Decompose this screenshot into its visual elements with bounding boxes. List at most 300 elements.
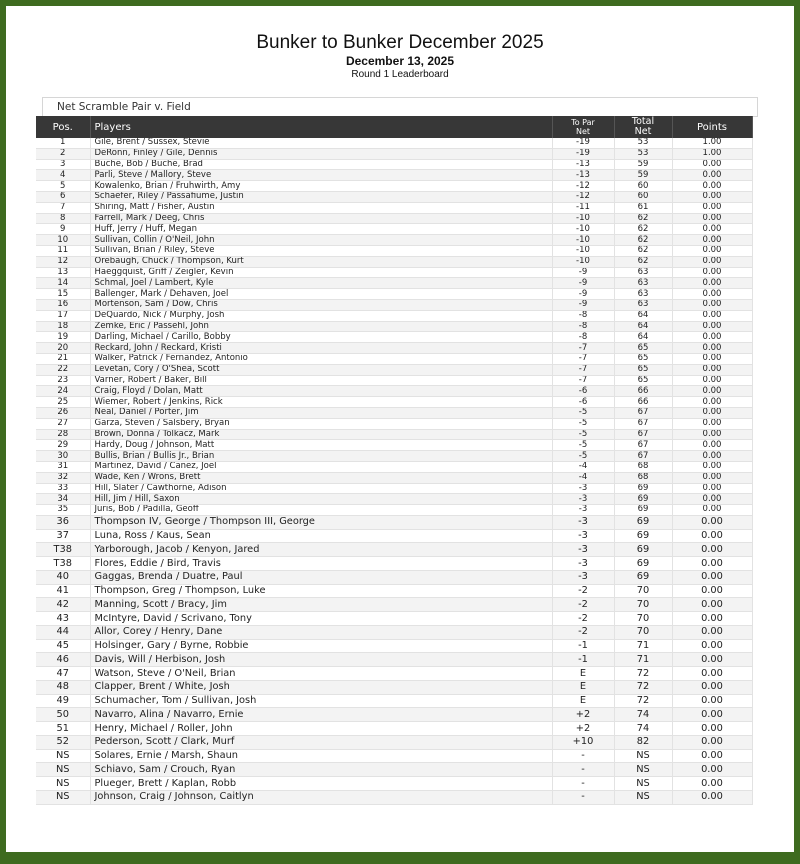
table-row[interactable]: [36, 790, 752, 804]
row-position: 25: [36, 397, 90, 408]
row-total-net: 70: [614, 612, 672, 626]
row-total-net: 69: [614, 505, 672, 516]
row-points: 0.00: [672, 451, 752, 462]
row-points: 0.00: [672, 777, 752, 791]
row-position: 20: [36, 343, 90, 354]
row-position: 12: [36, 256, 90, 267]
row-points: 0.00: [672, 289, 752, 300]
row-to-par: -5: [552, 440, 614, 451]
header-pos: Pos.: [36, 116, 90, 138]
row-position: 7: [36, 202, 90, 213]
row-to-par: -2: [552, 625, 614, 639]
row-points: 0.00: [672, 321, 752, 332]
row-points: 0.00: [672, 543, 752, 557]
table-header-row: [36, 116, 752, 138]
table-row[interactable]: [36, 515, 752, 529]
row-points: 0.00: [672, 278, 752, 289]
table-row[interactable]: [36, 694, 752, 708]
row-points: 0.00: [672, 584, 752, 598]
row-players: Navarro, Alina / Navarro, Ernie: [90, 708, 552, 722]
row-total-net: 65: [614, 353, 672, 364]
row-players: Shiring, Matt / Fisher, Austin: [90, 202, 552, 213]
row-players: Luna, Ross / Kaus, Sean: [90, 529, 552, 543]
row-players: Gaggas, Brenda / Duatre, Paul: [90, 570, 552, 584]
row-total-net: 67: [614, 407, 672, 418]
table-row[interactable]: [36, 138, 752, 148]
row-to-par: -3: [552, 557, 614, 571]
row-total-net: 59: [614, 170, 672, 181]
row-players: Thompson IV, George / Thompson III, George: [90, 515, 552, 529]
row-position: 6: [36, 191, 90, 202]
row-to-par: -9: [552, 267, 614, 278]
row-points: 0.00: [672, 440, 752, 451]
row-to-par: -10: [552, 245, 614, 256]
table-row[interactable]: [36, 598, 752, 612]
table-row[interactable]: [36, 722, 752, 736]
row-points: 0.00: [672, 343, 752, 354]
row-total-net: 64: [614, 321, 672, 332]
row-position: 35: [36, 505, 90, 516]
row-to-par: -8: [552, 310, 614, 321]
row-position: NS: [36, 790, 90, 804]
row-total-net: 71: [614, 639, 672, 653]
row-players: Haeggquist, Griff / Zeigler, Kevin: [90, 267, 552, 278]
row-points: 0.00: [672, 529, 752, 543]
table-row[interactable]: [36, 557, 752, 571]
row-players: Martinez, David / Canez, Joel: [90, 461, 552, 472]
row-points: 0.00: [672, 310, 752, 321]
row-position: 26: [36, 407, 90, 418]
row-points: 0.00: [672, 625, 752, 639]
row-points: 0.00: [672, 598, 752, 612]
row-position: 11: [36, 245, 90, 256]
row-position: 2: [36, 148, 90, 159]
row-players: Garza, Steven / Salsbery, Bryan: [90, 418, 552, 429]
row-total-net: 62: [614, 256, 672, 267]
table-row[interactable]: [36, 612, 752, 626]
row-total-net: 70: [614, 584, 672, 598]
table-row[interactable]: [36, 310, 752, 321]
row-points: 0.00: [672, 429, 752, 440]
row-points: 0.00: [672, 708, 752, 722]
row-to-par: -10: [552, 235, 614, 246]
table-row[interactable]: [36, 202, 752, 213]
table-row[interactable]: [36, 191, 752, 202]
row-to-par: -10: [552, 224, 614, 235]
row-total-net: 69: [614, 570, 672, 584]
row-position: 17: [36, 310, 90, 321]
row-players: Levetan, Cory / O'Shea, Scott: [90, 364, 552, 375]
row-points: 0.00: [672, 170, 752, 181]
row-to-par: E: [552, 694, 614, 708]
table-row[interactable]: [36, 278, 752, 289]
row-position: 46: [36, 653, 90, 667]
table-row[interactable]: [36, 267, 752, 278]
table-row[interactable]: [36, 256, 752, 267]
row-players: Hill, Slater / Cawthorne, Adison: [90, 483, 552, 494]
row-position: 16: [36, 299, 90, 310]
row-total-net: 72: [614, 680, 672, 694]
row-total-net: 74: [614, 708, 672, 722]
row-to-par: -10: [552, 256, 614, 267]
row-players: Clapper, Brent / White, Josh: [90, 680, 552, 694]
row-total-net: 68: [614, 472, 672, 483]
row-to-par: -: [552, 777, 614, 791]
row-to-par: -3: [552, 570, 614, 584]
row-players: Huff, Jerry / Huff, Megan: [90, 224, 552, 235]
row-points: 0.00: [672, 515, 752, 529]
row-to-par: -7: [552, 364, 614, 375]
row-position: 9: [36, 224, 90, 235]
table-row[interactable]: [36, 213, 752, 224]
row-total-net: 74: [614, 722, 672, 736]
row-to-par: -9: [552, 278, 614, 289]
row-to-par: -7: [552, 375, 614, 386]
row-points: 0.00: [672, 224, 752, 235]
row-position: 21: [36, 353, 90, 364]
row-to-par: -12: [552, 191, 614, 202]
row-players: Brown, Donna / Tolkacz, Mark: [90, 429, 552, 440]
row-to-par: -13: [552, 170, 614, 181]
table-row[interactable]: [36, 472, 752, 483]
table-row[interactable]: [36, 343, 752, 354]
row-points: 0.00: [672, 639, 752, 653]
row-points: 0.00: [672, 397, 752, 408]
row-total-net: 69: [614, 494, 672, 505]
table-row[interactable]: [36, 529, 752, 543]
row-total-net: 64: [614, 332, 672, 343]
row-position: 3: [36, 159, 90, 170]
table-row[interactable]: [36, 181, 752, 192]
table-row[interactable]: [36, 625, 752, 639]
row-position: 23: [36, 375, 90, 386]
format-selector[interactable]: [42, 97, 758, 117]
row-to-par: -3: [552, 494, 614, 505]
table-row[interactable]: [36, 375, 752, 386]
row-players: McIntyre, David / Scrivano, Tony: [90, 612, 552, 626]
row-to-par: -12: [552, 181, 614, 192]
row-to-par: +2: [552, 708, 614, 722]
row-total-net: 63: [614, 267, 672, 278]
row-position: NS: [36, 777, 90, 791]
row-total-net: 61: [614, 202, 672, 213]
row-to-par: -13: [552, 159, 614, 170]
header-points: Points: [672, 116, 752, 138]
row-total-net: 66: [614, 386, 672, 397]
row-position: 1: [36, 138, 90, 148]
row-total-net: 67: [614, 418, 672, 429]
row-position: 8: [36, 213, 90, 224]
row-players: Davis, Will / Herbison, Josh: [90, 653, 552, 667]
row-to-par: -: [552, 790, 614, 804]
table-row[interactable]: [36, 397, 752, 408]
row-to-par: -1: [552, 653, 614, 667]
table-row[interactable]: [36, 777, 752, 791]
table-row[interactable]: [36, 461, 752, 472]
row-players: Farrell, Mark / Deeg, Chris: [90, 213, 552, 224]
row-points: 0.00: [672, 735, 752, 749]
row-total-net: 69: [614, 543, 672, 557]
row-total-net: 70: [614, 625, 672, 639]
row-to-par: -3: [552, 543, 614, 557]
row-points: 0.00: [672, 159, 752, 170]
row-total-net: 71: [614, 653, 672, 667]
row-position: 33: [36, 483, 90, 494]
row-position: 45: [36, 639, 90, 653]
row-position: 30: [36, 451, 90, 462]
table-row[interactable]: [36, 494, 752, 505]
row-position: 15: [36, 289, 90, 300]
row-players: Varner, Robert / Baker, Bill: [90, 375, 552, 386]
row-position: 13: [36, 267, 90, 278]
row-to-par: -5: [552, 407, 614, 418]
table-row[interactable]: [36, 245, 752, 256]
row-players: Hardy, Doug / Johnson, Matt: [90, 440, 552, 451]
row-to-par: +10: [552, 735, 614, 749]
row-to-par: E: [552, 680, 614, 694]
table-row[interactable]: [36, 332, 752, 343]
table-row[interactable]: [36, 418, 752, 429]
row-players: Johnson, Craig / Johnson, Caitlyn: [90, 790, 552, 804]
row-players: Holsinger, Gary / Byrne, Robbie: [90, 639, 552, 653]
row-total-net: 67: [614, 429, 672, 440]
row-position: 42: [36, 598, 90, 612]
row-position: 18: [36, 321, 90, 332]
table-row[interactable]: [36, 159, 752, 170]
row-points: 0.00: [672, 375, 752, 386]
table-row[interactable]: [36, 289, 752, 300]
row-position: 4: [36, 170, 90, 181]
row-position: 43: [36, 612, 90, 626]
table-row[interactable]: [36, 543, 752, 557]
table-row[interactable]: [36, 653, 752, 667]
row-position: 40: [36, 570, 90, 584]
row-total-net: 53: [614, 148, 672, 159]
table-row[interactable]: [36, 584, 752, 598]
table-row[interactable]: [36, 429, 752, 440]
row-points: 1.00: [672, 148, 752, 159]
row-players: Craig, Floyd / Dolan, Matt: [90, 386, 552, 397]
row-players: Darling, Michael / Carillo, Bobby: [90, 332, 552, 343]
row-to-par: -10: [552, 213, 614, 224]
event-date: December 13, 2025: [345, 54, 455, 68]
row-total-net: 64: [614, 310, 672, 321]
row-players: Sullivan, Collin / O'Neil, John: [90, 235, 552, 246]
header-total-line2: Net: [634, 126, 652, 137]
row-players: Solares, Ernie / Marsh, Shaun: [90, 749, 552, 763]
row-players: DeRonn, Finley / Gile, Dennis: [90, 148, 552, 159]
row-players: Zemke, Eric / Passehl, John: [90, 321, 552, 332]
row-to-par: -3: [552, 529, 614, 543]
row-total-net: NS: [614, 749, 672, 763]
header-players: Players: [90, 116, 552, 138]
row-total-net: 72: [614, 694, 672, 708]
row-to-par: -3: [552, 483, 614, 494]
row-total-net: 53: [614, 138, 672, 148]
table-row[interactable]: [36, 170, 752, 181]
header-to-par-line2: Net: [575, 127, 591, 136]
row-points: 0.00: [672, 557, 752, 571]
row-position: 36: [36, 515, 90, 529]
row-players: Manning, Scott / Bracy, Jim: [90, 598, 552, 612]
row-points: 0.00: [672, 494, 752, 505]
row-position: 34: [36, 494, 90, 505]
row-points: 0.00: [672, 722, 752, 736]
row-points: 0.00: [672, 364, 752, 375]
row-position: 44: [36, 625, 90, 639]
row-to-par: -8: [552, 332, 614, 343]
row-total-net: NS: [614, 777, 672, 791]
row-points: 0.00: [672, 332, 752, 343]
row-players: Buche, Bob / Buche, Brad: [90, 159, 552, 170]
row-to-par: -2: [552, 598, 614, 612]
table-row[interactable]: [36, 353, 752, 364]
row-players: Gile, Brent / Sussex, Stevie: [90, 138, 552, 148]
row-to-par: -7: [552, 343, 614, 354]
row-total-net: 69: [614, 483, 672, 494]
row-points: 0.00: [672, 245, 752, 256]
table-row[interactable]: [36, 570, 752, 584]
format-label: Net Scramble Pair v. Field: [57, 101, 191, 113]
row-points: 0.00: [672, 418, 752, 429]
row-to-par: -19: [552, 148, 614, 159]
row-to-par: -6: [552, 397, 614, 408]
row-total-net: 66: [614, 397, 672, 408]
header-to-par-net: [552, 116, 614, 138]
table-row[interactable]: [36, 667, 752, 681]
row-points: 0.00: [672, 181, 752, 192]
row-position: 5: [36, 181, 90, 192]
row-players: Thompson, Greg / Thompson, Luke: [90, 584, 552, 598]
table-row[interactable]: [36, 505, 752, 516]
row-to-par: -3: [552, 505, 614, 516]
row-position: 27: [36, 418, 90, 429]
row-position: 29: [36, 440, 90, 451]
row-points: 0.00: [672, 472, 752, 483]
row-players: Schumacher, Tom / Sullivan, Josh: [90, 694, 552, 708]
table-row[interactable]: [36, 299, 752, 310]
table-row[interactable]: [36, 483, 752, 494]
round-label: Round 1 Leaderboard: [351, 69, 449, 80]
table-row[interactable]: [36, 386, 752, 397]
row-points: 0.00: [672, 235, 752, 246]
row-points: 0.00: [672, 505, 752, 516]
row-players: Bullis, Brian / Bullis Jr., Brian: [90, 451, 552, 462]
row-total-net: 67: [614, 440, 672, 451]
table-row[interactable]: [36, 749, 752, 763]
row-points: 0.00: [672, 256, 752, 267]
table-row[interactable]: [36, 708, 752, 722]
header-total-line1: Total: [631, 116, 655, 127]
row-to-par: E: [552, 667, 614, 681]
row-to-par: -5: [552, 429, 614, 440]
row-points: 0.00: [672, 570, 752, 584]
row-to-par: -19: [552, 138, 614, 148]
row-total-net: 68: [614, 461, 672, 472]
row-total-net: 63: [614, 299, 672, 310]
row-to-par: -2: [552, 612, 614, 626]
table-row[interactable]: [36, 407, 752, 418]
table-row[interactable]: [36, 451, 752, 462]
row-points: 0.00: [672, 483, 752, 494]
row-players: Neal, Daniel / Porter, Jim: [90, 407, 552, 418]
header-to-par-line1: To Par: [571, 118, 595, 127]
row-to-par: -5: [552, 451, 614, 462]
row-players: Schmal, Joel / Lambert, Kyle: [90, 278, 552, 289]
row-players: Hill, Jim / Hill, Saxon: [90, 494, 552, 505]
row-position: T38: [36, 557, 90, 571]
row-players: Juris, Bob / Padilla, Geoff: [90, 505, 552, 516]
row-position: 28: [36, 429, 90, 440]
row-points: 0.00: [672, 202, 752, 213]
row-players: Sullivan, Brian / Riley, Steve: [90, 245, 552, 256]
row-points: 0.00: [672, 612, 752, 626]
row-points: 0.00: [672, 461, 752, 472]
row-players: Parli, Steve / Mallory, Steve: [90, 170, 552, 181]
row-position: 48: [36, 680, 90, 694]
row-position: 37: [36, 529, 90, 543]
row-position: 50: [36, 708, 90, 722]
row-to-par: -4: [552, 461, 614, 472]
row-position: 31: [36, 461, 90, 472]
table-row[interactable]: [36, 763, 752, 777]
row-points: 0.00: [672, 790, 752, 804]
row-total-net: 69: [614, 557, 672, 571]
row-players: Ballenger, Mark / Dehaven, Joel: [90, 289, 552, 300]
row-position: 10: [36, 235, 90, 246]
row-players: Pederson, Scott / Clark, Murf: [90, 735, 552, 749]
row-total-net: 69: [614, 529, 672, 543]
page-title: Bunker to Bunker December 2025: [256, 32, 544, 53]
row-players: Yarborough, Jacob / Kenyon, Jared: [90, 543, 552, 557]
row-players: Wade, Ken / Wrons, Brett: [90, 472, 552, 483]
table-row[interactable]: [36, 639, 752, 653]
table-row[interactable]: [36, 735, 752, 749]
row-total-net: 62: [614, 224, 672, 235]
row-position: 52: [36, 735, 90, 749]
row-to-par: -: [552, 749, 614, 763]
row-total-net: 65: [614, 364, 672, 375]
row-points: 0.00: [672, 667, 752, 681]
row-points: 0.00: [672, 299, 752, 310]
table-row[interactable]: [36, 224, 752, 235]
row-total-net: NS: [614, 763, 672, 777]
row-points: 0.00: [672, 763, 752, 777]
row-players: Plueger, Brett / Kaplan, Robb: [90, 777, 552, 791]
row-total-net: 63: [614, 289, 672, 300]
row-points: 0.00: [672, 680, 752, 694]
row-to-par: -3: [552, 515, 614, 529]
table-row[interactable]: [36, 148, 752, 159]
row-total-net: 69: [614, 515, 672, 529]
row-to-par: -8: [552, 321, 614, 332]
row-total-net: 70: [614, 598, 672, 612]
table-row[interactable]: [36, 235, 752, 246]
table-row[interactable]: [36, 680, 752, 694]
row-players: Orebaugh, Chuck / Thompson, Kurt: [90, 256, 552, 267]
table-row[interactable]: [36, 440, 752, 451]
row-to-par: +2: [552, 722, 614, 736]
row-players: Allor, Corey / Henry, Dane: [90, 625, 552, 639]
header-total-net: [614, 116, 672, 138]
row-players: Flores, Eddie / Bird, Travis: [90, 557, 552, 571]
row-position: 32: [36, 472, 90, 483]
row-to-par: -6: [552, 386, 614, 397]
table-row[interactable]: [36, 364, 752, 375]
row-to-par: -2: [552, 584, 614, 598]
table-row[interactable]: [36, 321, 752, 332]
row-total-net: 63: [614, 278, 672, 289]
